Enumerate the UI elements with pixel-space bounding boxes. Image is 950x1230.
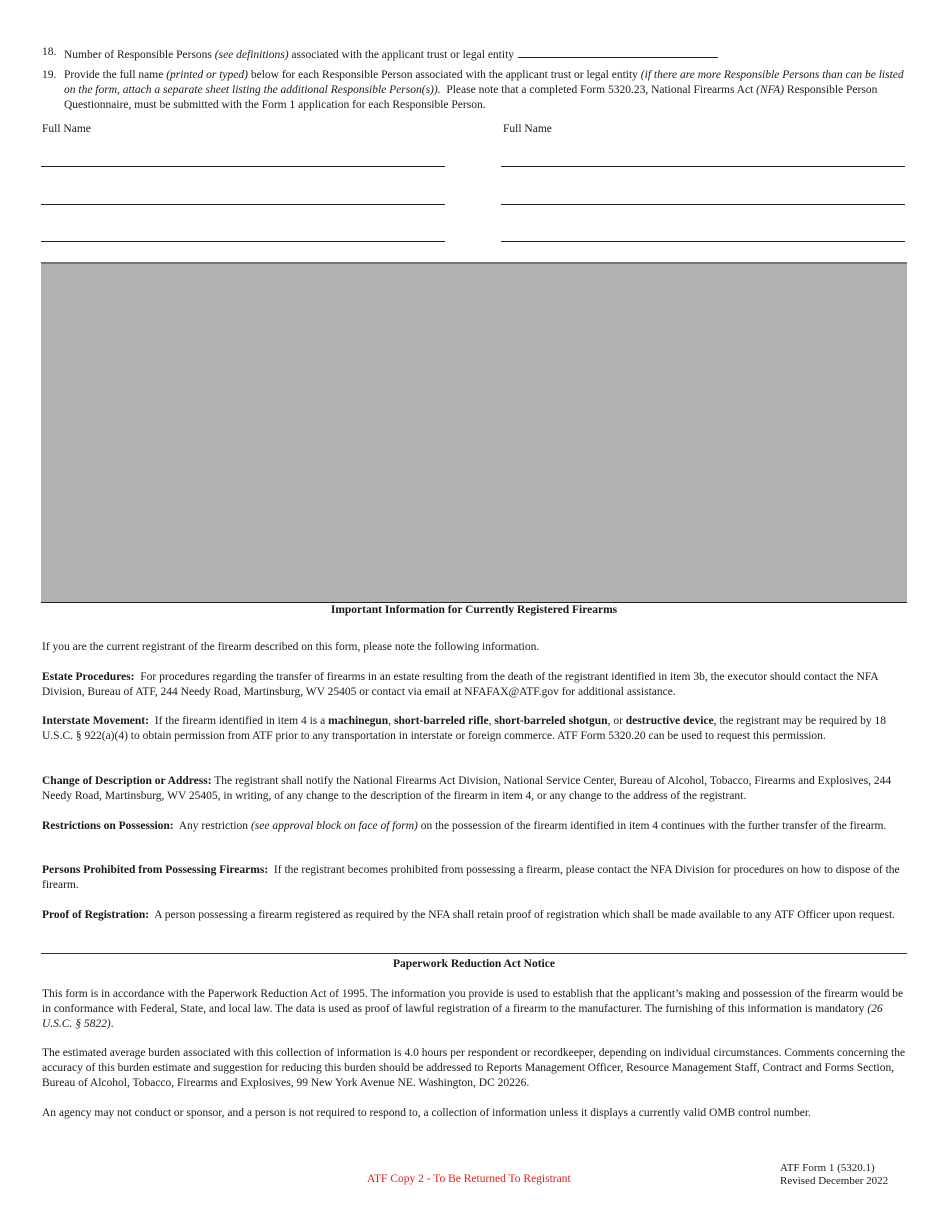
revision-date: Revised December 2022: [780, 1175, 889, 1187]
item-19-number: 19.: [42, 69, 57, 81]
full-name-field-3[interactable]: [41, 204, 445, 205]
full-name-label-right: Full Name: [503, 123, 552, 135]
section-divider: [41, 953, 907, 954]
change-of-description: Change of Description or Address: The registrant shall notify the National Firearms Act Division, National Service Center, Bureau of Alcohol, Tobacco, Firearms and Explosives, 244 Needy Road, Martinsburg, WV 25405, in writing, of any change to the description of the firearm in item 4, or any change to the address of the registrant.: [42, 775, 892, 802]
full-name-field-6[interactable]: [501, 241, 905, 242]
full-name-field-2[interactable]: [501, 166, 905, 167]
form-number: ATF Form 1 (5320.1): [780, 1162, 875, 1174]
persons-prohibited: Persons Prohibited from Possessing Firearms: If the registrant becomes prohibited from possessing a firearm, please contact the NFA Division for procedures on how to dispose of the firearm.: [42, 864, 900, 891]
paperwork-paragraph-1: This form is in accordance with the Paperwork Reduction Act of 1995. The information you provide is used to establish that the applicant’s making and possession of the firearm would be in conformance with Federal, State, and local law. The data is used as proof of lawful registration of a firearm to the manufacturer. The furnishing of this information is mandatory (26 U.S.C. § 5822).: [42, 988, 904, 1030]
estate-procedures: Estate Procedures: For procedures regarding the transfer of firearms in an estate resulting from the death of the registrant identified in item 3b, the executor should contact the NFA Division, Bureau of ATF, 244 Needy Road, Martinsburg, WV 25405 or contact via email at NFAFAX@ATF.gov for additional assistance.: [42, 671, 879, 698]
full-name-field-4[interactable]: [501, 204, 905, 205]
item-18-text: Number of Responsible Persons (see definitions) associated with the applicant trust or legal entity: [64, 45, 908, 63]
paperwork-paragraph-2: The estimated average burden associated with this collection of information is 4.0 hours per respondent or recordkeeper, depending on individual circumstances. Comments concerning the accuracy of this burden estimate and suggestion for reducing this burden should be addressed to Reports Management Officer, Resource Management Staff, Contract and Forms Section, Bureau of Alcohol, Tobacco, Firearms and Explosives, 99 New York Avenue NE. Washington, DC 20226.: [42, 1047, 906, 1089]
important-info-title: Important Information for Currently Registered Firearms: [330, 604, 618, 616]
full-name-label-left: Full Name: [42, 123, 91, 135]
form-identifier: [780, 1162, 888, 1188]
full-name-field-1[interactable]: [41, 166, 445, 167]
interstate-movement: Interstate Movement: If the firearm identified in item 4 is a machinegun, short-barreled rifle, short-barreled shotgun, or destructive device, the registrant may be required by 18 U.S.C. § 922(a)(4) to obtain permission from ATF prior to any transportation in interstate or foreign commerce. ATF Form 5320.20 can be used to request this permission.: [42, 715, 887, 742]
full-name-field-5[interactable]: [41, 241, 445, 242]
copy-designation: ATF Copy 2 - To Be Returned To Registrant: [367, 1173, 571, 1185]
paperwork-title: Paperwork Reduction Act Notice: [393, 958, 555, 970]
item-19-text: Provide the full name (printed or typed) below for each Responsible Person associated with the applicant trust or legal entity (if there are more Responsible Persons than can be listed on the form, attach a separate sheet listing the additional Responsible Person(s)). Please note that a completed Form 5320.23, National Firearms Act (NFA) Responsible Person Questionnaire, must be submitted with the Form 1 application for each Responsible Person.: [64, 69, 904, 111]
paperwork-paragraph-3: An agency may not conduct or sponsor, and a person is not required to respond to, a collection of information unless it displays a currently valid OMB control number.: [42, 1107, 811, 1119]
item-18-number: 18.: [42, 46, 57, 58]
responsible-persons-count-field[interactable]: [518, 45, 718, 58]
redacted-block: [41, 262, 907, 603]
important-intro: If you are the current registrant of the firearm described on this form, please note the following information.: [42, 641, 540, 653]
restrictions-on-possession: Restrictions on Possession: Any restriction (see approval block on face of form) on the possession of the firearm identified in item 4 continues with the further transfer of the firearm.: [42, 820, 887, 832]
proof-of-registration: Proof of Registration: A person possessing a firearm registered as required by the NFA shall retain proof of registration which shall be made available to any ATF Officer upon request.: [42, 909, 896, 921]
